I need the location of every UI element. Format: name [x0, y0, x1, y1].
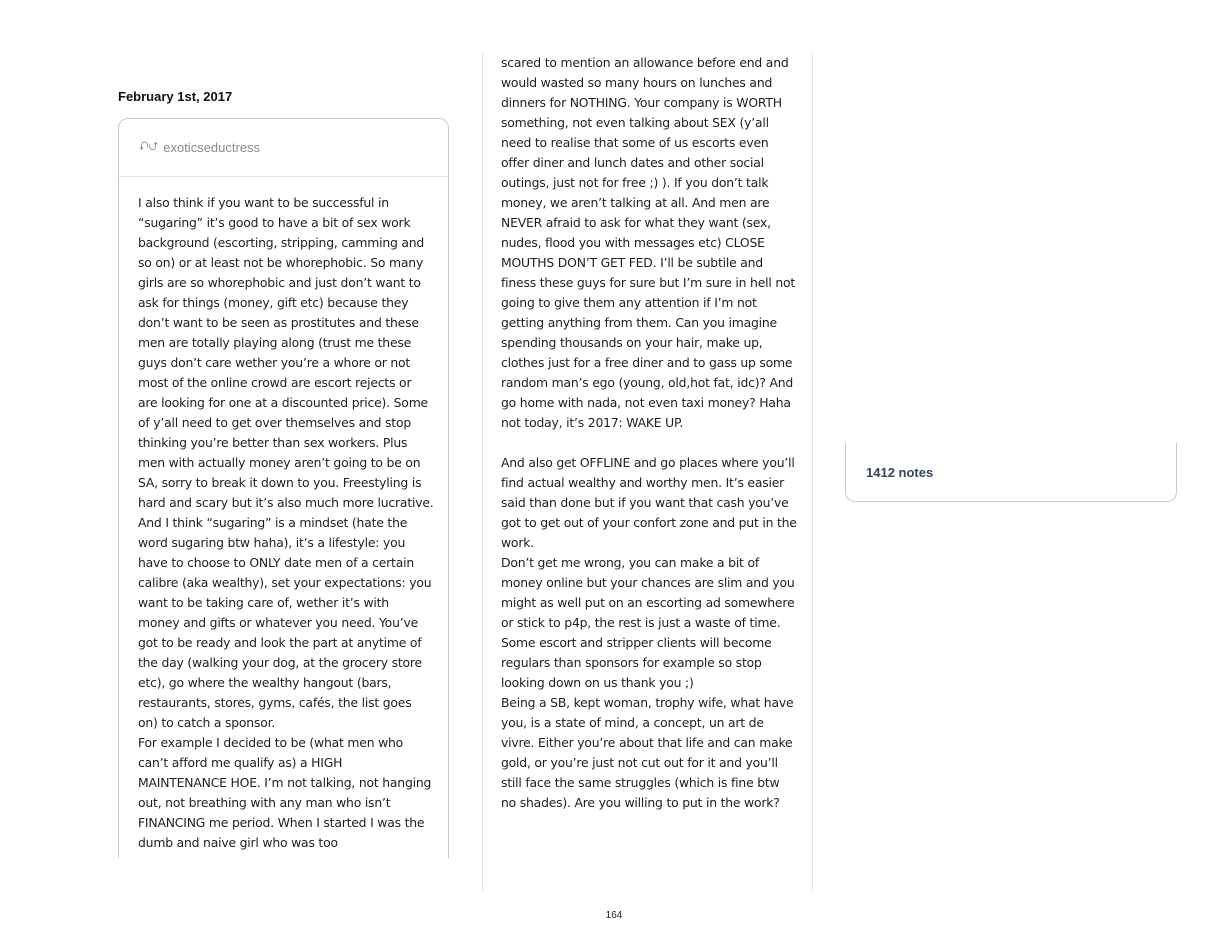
- reblog-icon: ⮏⮍: [139, 139, 159, 153]
- paragraph: scared to mention an allowance before end and would wasted so many hours on lunches and dinners for NOTHING. Your company is WORTH something, not even talking about SEX (y’all need to realise that some of us escorts even offer diner and lunch dates and other social outings, just not for free ;) ). If you don’t talk money, we aren’t talking at all. And men are NEVER afraid to ask for what they want (sex, nudes, flood you with messages etc) CLOSE MOUTHS DON’T GET FED. I’ll be subtile and finess these guys for sure but I’m sure in hell not going to give them any attention if I’m not getting anything from them. Can you imagine spending thousands on your hair, make up, clothes just for a free diner and to gass up some random man’s ego (young, old,hot fat, idc)? And go home with nada, not even taxi money? Haha not today, it’s 2017: WAKE UP.: [501, 55, 799, 430]
- post-body-left: [119, 177, 448, 853]
- paragraph-spacer: [501, 433, 798, 453]
- paragraph: I also think if you want to be successful in “sugaring” it’s good to have a bit of sex work background (escorting, stripping, camming and so on) or at least not be whorephobic. So many girls are so whorephobic and just don’t want to ask for things (money, gift etc) because they don’t want to be seen as prostitutes and these men are totally playing along (trust me these guys don’t care wether you’re a whore or not most of the online crowd are escort rejects or are looking for one at a discounted price). Some of y’all need to get over themselves and stop thinking you’re better than sex workers. Plus men with actually money aren’t going to be on SA, sorry to break it down to you. Freestyling is hard and scary but it’s also much more lucrative. And I think “sugaring” is a mindset (hate the word sugaring btw haha), it’s a lifestyle: you have to choose to ONLY date men of a certain calibre (aka wealthy), set your expectations: you want to be taking care of, wether it’s with money and gifts or whatever you need. You’ve got to be ready and look the part at anytime of the day (walking your dog, at the grocery store etc), go where the wealthy hangout (bars, restaurants, stores, gyms, cafés, the list goes on) to catch a sponsor.: [138, 195, 438, 730]
- page-number: 164: [605, 910, 623, 921]
- post-body-middle: [482, 53, 813, 891]
- paragraph: For example I decided to be (what men who can’t afford me qualify as) a HIGH MAINTENANCE HOE. I’m not talking, not hanging out, not breathing with any man who isn’t FINANCING me period. When I started I was the dumb and naive girl who was too: [138, 735, 435, 850]
- paragraph: Don’t get me wrong, you can make a bit of money online but your chances are slim and you might as well put on an escorting ad somewhere or stick to p4p, the rest is just a waste of time. Some escort and stripper clients will become regulars than sponsors for example so stop looking down on us thank you ;): [501, 555, 799, 690]
- post-footer: [845, 443, 1177, 502]
- post-card: [118, 118, 449, 858]
- reblog-header: [119, 119, 448, 177]
- notes-count[interactable]: 1412 notes: [866, 464, 934, 480]
- paragraph: Being a SB, kept woman, trophy wife, what have you, is a state of mind, a concept, un art de vivre. Either you’re about that life and can make gold, or you’re just not cut out for it and you’ll still face the same struggles (which is fine btw no shades). Are you willing to put in the work?: [501, 695, 798, 810]
- post-date: February 1st, 2017: [118, 89, 233, 104]
- paragraph: And also get OFFLINE and go places where you’ll find actual wealthy and worthy men. It’s easier said than done but if you want that cash you’ve got to get out of your confort zone and put in the work.: [501, 455, 801, 550]
- reblogged-from-username[interactable]: exoticseductress: [163, 140, 261, 155]
